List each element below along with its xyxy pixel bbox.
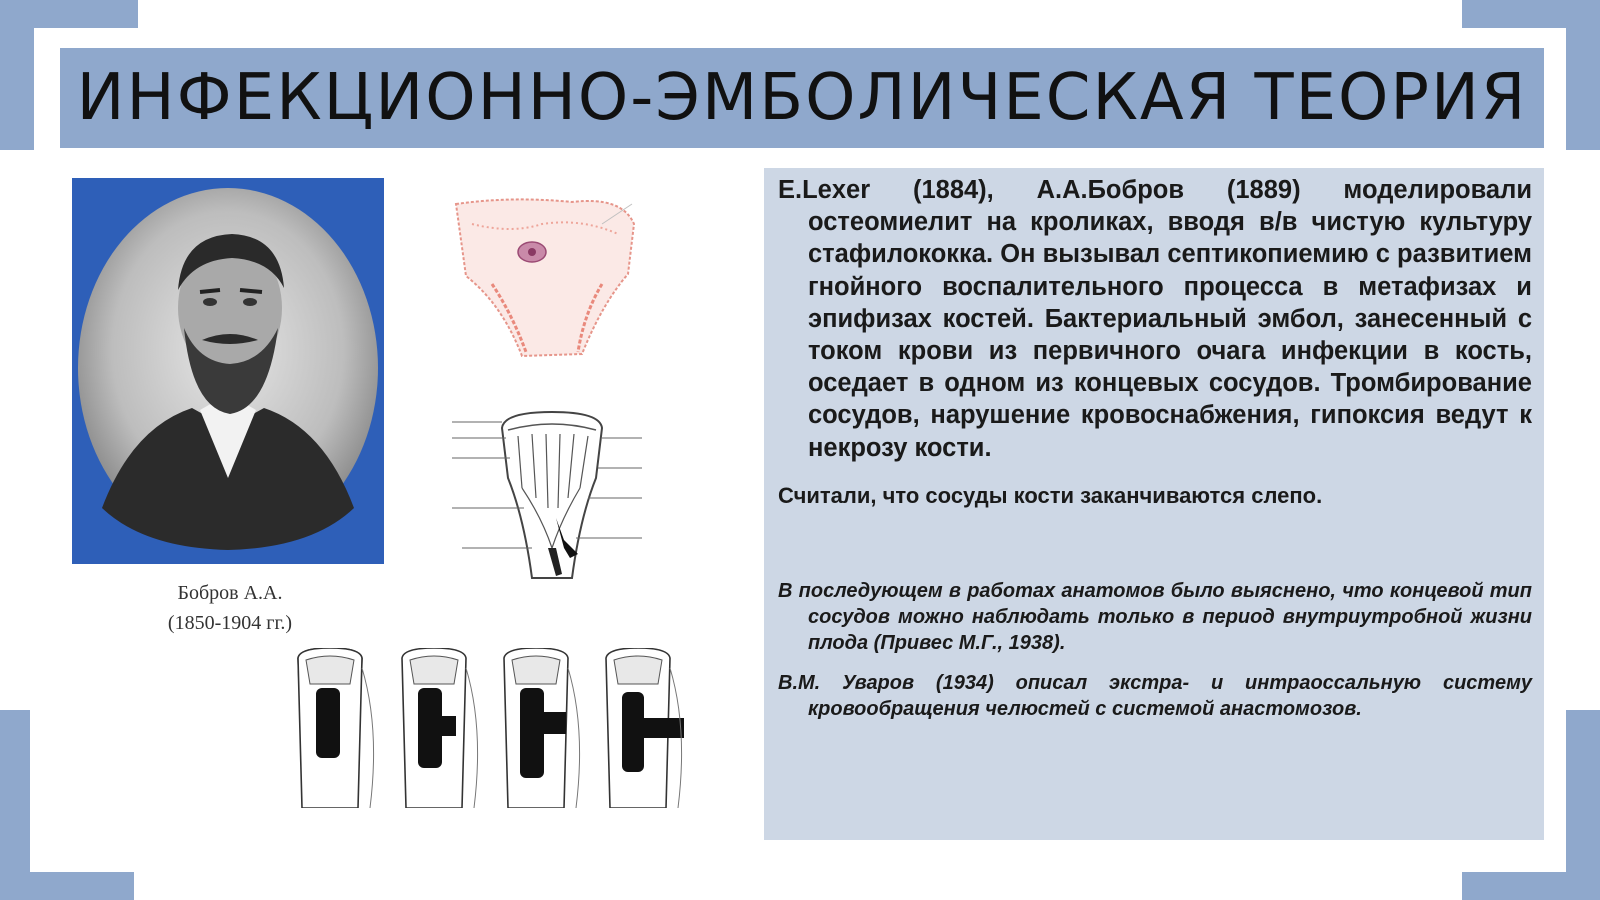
bone-stage-series-icon <box>290 648 694 808</box>
slide-title: ИНФЕКЦИОННО-ЭМБОЛИЧЕСКАЯ ТЕОРИЯ <box>76 61 1528 135</box>
portrait-years: (1850-1904 гг.) <box>167 612 293 634</box>
title-bar <box>60 48 1544 148</box>
frame-corner-bottom-left-vertical <box>0 710 30 900</box>
frame-corner-top-left-vertical <box>0 0 34 150</box>
portrait-photo-icon <box>72 178 384 564</box>
bone-vessel-diagram-icon <box>452 408 648 580</box>
frame-corner-bottom-right-vertical <box>1566 710 1600 900</box>
note-blind-vessels: Считали, что сосуды кости заканчиваются слепо. <box>778 482 1323 508</box>
portrait-frame <box>72 178 384 564</box>
italic-paragraph-prives: В последующем в работах анатомов было выяснено, что концевой тип сосудов можно наблюдать только в период внутриутробной жизни плода (Привес М.Г., 1938). <box>778 579 1532 654</box>
italic-paragraph-uvarov: В.М. Уваров (1934) описал экстра- и интраоссальную систему кровообращения челюстей с системой анастомозов. <box>778 671 1532 720</box>
main-paragraph-lead: E.Lexer (1884), А.А.Бобров (1889) <box>778 176 1301 204</box>
text-panel <box>764 168 1544 840</box>
main-paragraph <box>778 174 1532 464</box>
frame-corner-top-right-vertical <box>1566 0 1600 150</box>
portrait-caption <box>130 578 330 638</box>
bone-histology-drawing-icon <box>452 194 640 364</box>
portrait-name: Бобров А.А. <box>177 582 283 604</box>
main-paragraph-body: моделировали остеомиелит на кроликах, вводя в/в чистую культуру стафилококка. Он вызывал септикопиемию с развитием гнойного воспалительного процесса в метафизах и эпифизах костей. Бактериальный эмбол, занесенный с током крови из первичного очага инфекции в кость, оседает в одном из концевых сосудов. Тромбирование сосудов, нарушение кровоснабжения, гипоксия ведут к некрозу кости. <box>808 176 1532 462</box>
